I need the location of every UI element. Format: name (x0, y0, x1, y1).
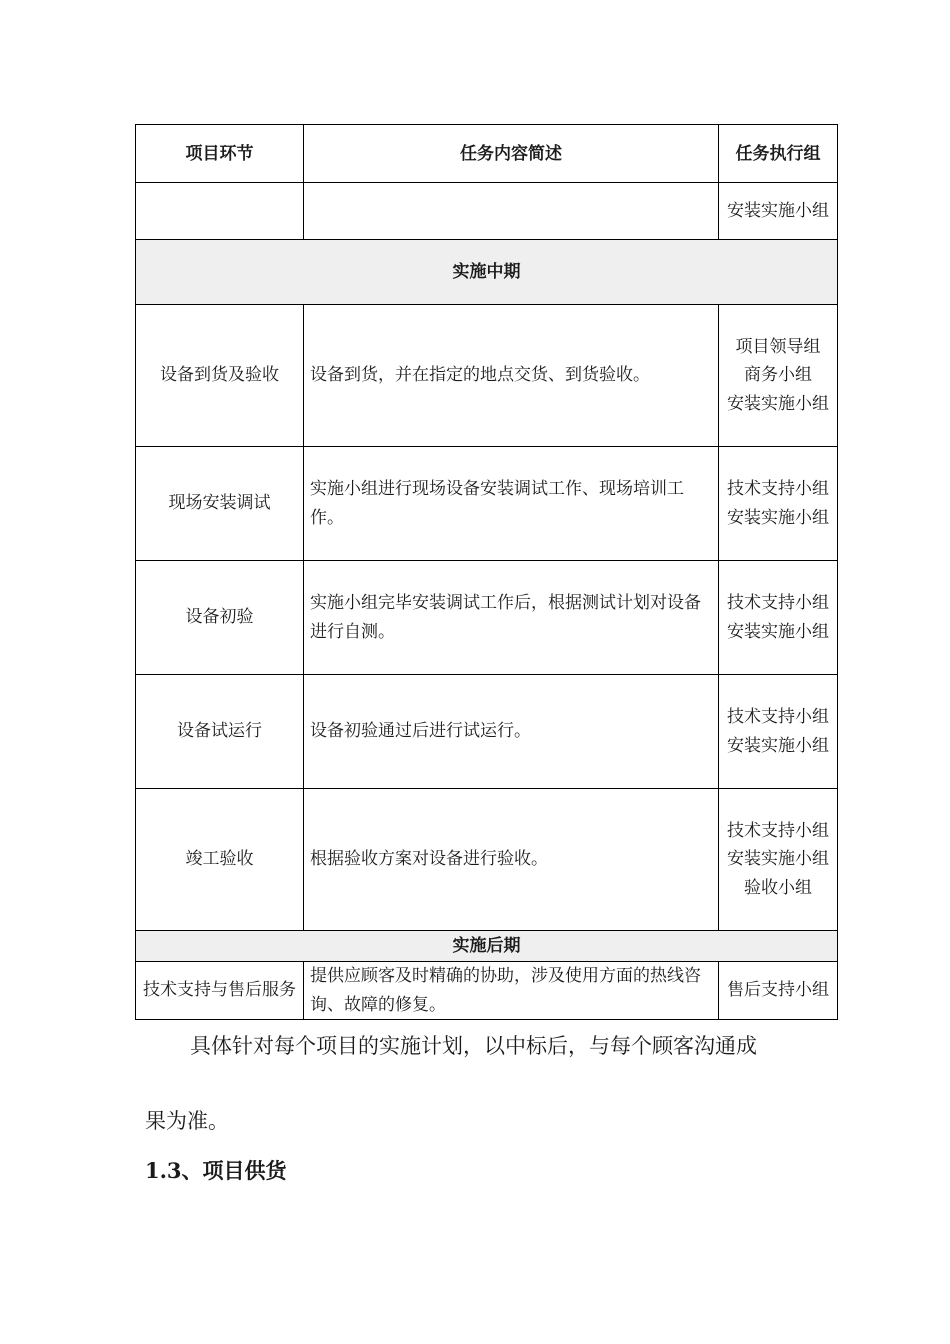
group-name: 技术支持小组 (727, 820, 829, 841)
cell-description: 设备到货，并在指定的地点交货、到货验收。 (304, 305, 719, 447)
cell-stage (136, 183, 304, 240)
table-header-row (136, 125, 838, 183)
group-name: 商务小组 (744, 365, 812, 386)
cell-description (304, 183, 719, 240)
table-row (136, 447, 838, 561)
group-name: 项目领导组 (735, 336, 821, 357)
table-row (136, 675, 838, 789)
phase-label: 实施后期 (136, 931, 838, 962)
cell-stage: 设备试运行 (136, 675, 304, 789)
cell-stage: 竣工验收 (136, 789, 304, 931)
group-name: 安装实施小组 (727, 735, 829, 756)
group-name: 售后支持小组 (727, 980, 829, 1001)
group-name: 安装实施小组 (727, 621, 829, 642)
group-name: 安装实施小组 (727, 849, 829, 870)
cell-stage: 现场安装调试 (136, 447, 304, 561)
cell-stage: 设备到货及验收 (136, 305, 304, 447)
section-heading: 1.3、项目供货 (145, 1158, 287, 1183)
cell-stage: 技术支持与售后服务 (136, 962, 304, 1020)
cell-group (719, 183, 838, 240)
group-name: 安装实施小组 (727, 507, 829, 528)
body-paragraph-line2: 果为准。 (145, 1109, 229, 1133)
header-group: 任务执行组 (719, 125, 838, 183)
cell-description: 设备初验通过后进行试运行。 (304, 675, 719, 789)
cell-group (719, 962, 838, 1020)
body-paragraph-line1: 具体针对每个项目的实施计划，以中标后，与每个顾客沟通成 (190, 1034, 757, 1058)
table-row (136, 962, 838, 1020)
cell-group (719, 675, 838, 789)
cell-stage: 设备初验 (136, 561, 304, 675)
group-name: 安装实施小组 (727, 393, 829, 414)
cell-description: 实施小组进行现场设备安装调试工作、现场培训工作。 (304, 447, 719, 561)
phase-row-mid (136, 240, 838, 305)
phase-label: 实施中期 (136, 240, 838, 305)
phase-row-late (136, 931, 838, 962)
group-name: 技术支持小组 (727, 707, 829, 727)
cell-description: 提供应顾客及时精确的协助，涉及使用方面的热线咨询、故障的修复。 (304, 962, 719, 1020)
table-row (136, 789, 838, 931)
cell-group (719, 305, 838, 447)
implementation-plan-table (135, 124, 838, 1020)
cell-description: 实施小组完毕安装调试工作后，根据测试计划对设备进行自测。 (304, 561, 719, 675)
group-name: 验收小组 (744, 877, 812, 898)
group-name: 技术支持小组 (727, 479, 829, 499)
cell-group (719, 561, 838, 675)
table-row (136, 305, 838, 447)
table-row (136, 561, 838, 675)
group-name: 技术支持小组 (727, 593, 829, 613)
cell-group (719, 447, 838, 561)
header-description: 任务内容简述 (304, 125, 719, 183)
table-row-continued (136, 183, 838, 240)
header-stage: 项目环节 (136, 125, 304, 183)
cell-description: 根据验收方案对设备进行验收。 (304, 789, 719, 931)
cell-group (719, 789, 838, 931)
group-name: 安装实施小组 (727, 200, 829, 221)
